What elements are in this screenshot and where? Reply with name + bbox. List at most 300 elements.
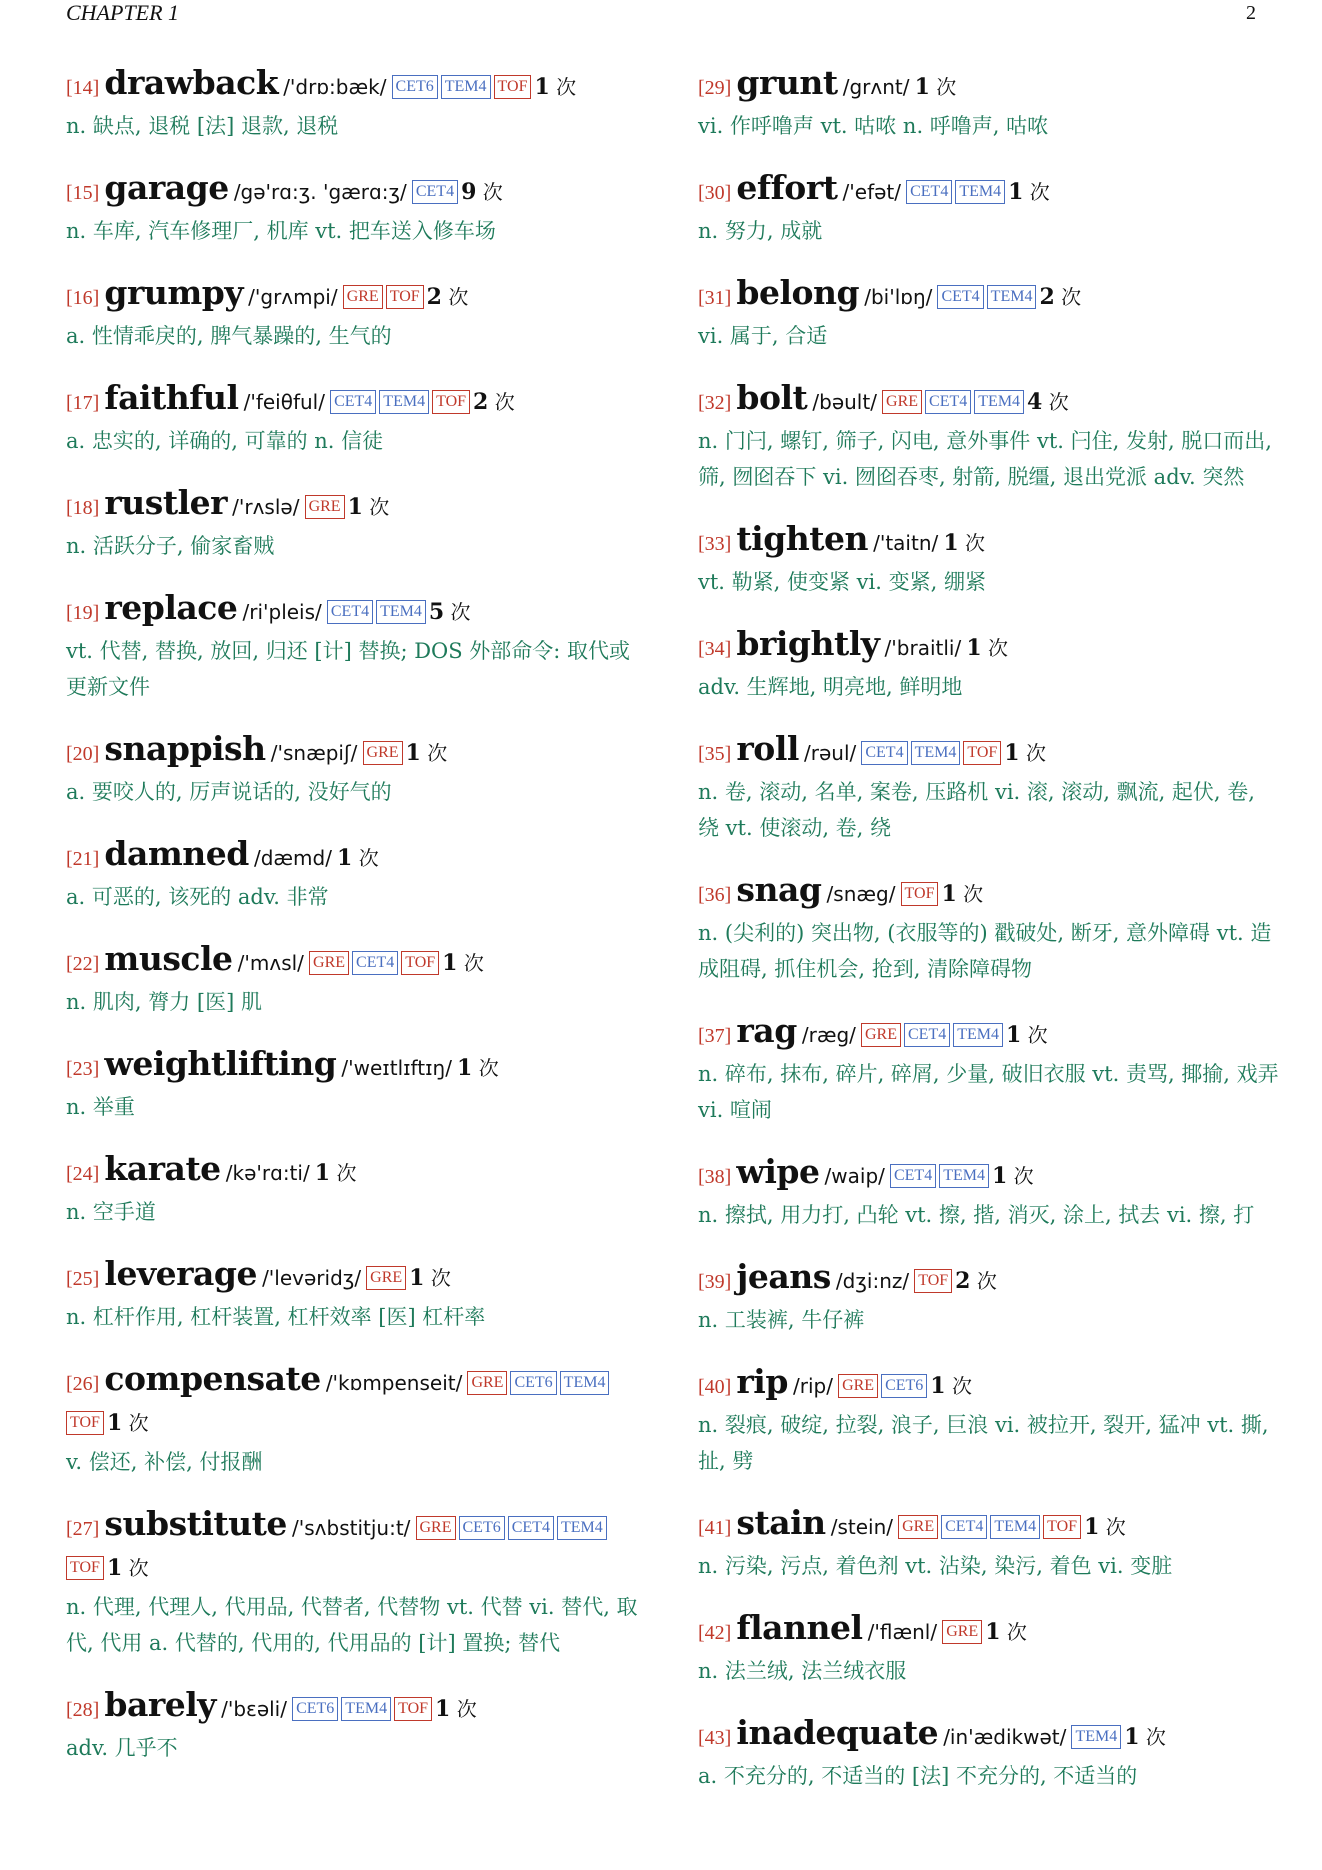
exam-tag-tem4: TEM4 xyxy=(560,1371,610,1395)
exam-tag-cet4: CET4 xyxy=(941,1515,987,1539)
frequency xyxy=(992,1164,1034,1188)
exam-tag-tof: TOF xyxy=(914,1269,952,1293)
vocab-entry xyxy=(66,1045,648,1125)
phonetic: /'weɪtlɪftɪŋ/ xyxy=(341,1056,452,1080)
frequency xyxy=(1008,180,1050,204)
phonetic: /'snæpiʃ/ xyxy=(270,741,358,765)
entry-number: [24] xyxy=(66,1163,100,1185)
frequency xyxy=(457,1056,499,1080)
frequency-count: 1 xyxy=(435,1696,451,1722)
chapter-title: CHAPTER 1 xyxy=(66,0,180,25)
frequency-count: 1 xyxy=(1004,740,1020,766)
frequency xyxy=(966,636,1008,660)
frequency-count: 1 xyxy=(106,1555,123,1581)
frequency-unit: 次 xyxy=(1048,390,1069,414)
definition: n. 缺点, 退税 [法] 退款, 退税 xyxy=(66,114,339,138)
entry-number: [36] xyxy=(698,884,732,906)
exam-tag-tof: TOF xyxy=(66,1411,104,1435)
headword: rag xyxy=(736,1011,797,1050)
frequency-unit: 次 xyxy=(1006,1620,1027,1644)
entry-headline xyxy=(698,1153,1280,1197)
frequency-unit: 次 xyxy=(456,1697,477,1721)
frequency-count: 1 xyxy=(106,1410,123,1436)
headword: rip xyxy=(736,1362,788,1401)
headword: barely xyxy=(104,1685,216,1724)
frequency-count: 1 xyxy=(347,494,363,520)
frequency-count: 2 xyxy=(426,284,442,310)
frequency-count: 2 xyxy=(955,1268,971,1294)
entry-headline xyxy=(66,379,648,423)
vocab-entry xyxy=(698,274,1280,354)
headword: compensate xyxy=(104,1359,321,1398)
page-number: 2 xyxy=(1246,2,1256,24)
exam-tag-tem4: TEM4 xyxy=(376,600,426,624)
phonetic: /'sʌbstitju:t/ xyxy=(292,1516,411,1540)
exam-tag-cet4: CET4 xyxy=(412,180,458,204)
entry-number: [33] xyxy=(698,533,732,555)
headword: substitute xyxy=(104,1504,287,1543)
entry-headline xyxy=(66,1150,648,1194)
entry-headline xyxy=(66,940,648,984)
definition: vt. 勒紧, 使变紧 vi. 变紧, 绷紧 xyxy=(698,570,986,594)
vocab-entry xyxy=(66,1686,648,1766)
definition: n. 擦拭, 用力打, 凸轮 vt. 擦, 揩, 消灭, 涂上, 拭去 vi. 擦, 打 xyxy=(698,1203,1255,1227)
phonetic: /rəul/ xyxy=(804,741,857,765)
exam-tag-tem4: TEM4 xyxy=(987,285,1037,309)
frequency-count: 1 xyxy=(943,530,959,556)
frequency-count: 1 xyxy=(405,740,421,766)
exam-tag-cet4: CET4 xyxy=(508,1516,554,1540)
frequency xyxy=(930,1374,972,1398)
entry-headline xyxy=(66,484,648,528)
exam-tag-gre: GRE xyxy=(861,1023,901,1047)
phonetic: /'levəridʒ/ xyxy=(262,1266,362,1290)
entry-headline xyxy=(66,1255,648,1299)
headword: drawback xyxy=(104,63,279,102)
frequency-unit: 次 xyxy=(369,495,390,519)
phonetic: /dʒi:nz/ xyxy=(835,1269,910,1293)
entry-headline xyxy=(66,835,648,879)
frequency-unit: 次 xyxy=(463,951,484,975)
right-column xyxy=(698,64,1280,1819)
exam-tag-cet4: CET4 xyxy=(925,390,971,414)
frequency-unit: 次 xyxy=(987,636,1008,660)
exam-tag-cet6: CET6 xyxy=(881,1374,927,1398)
frequency-count: 1 xyxy=(1124,1724,1140,1750)
exam-tag-gre: GRE xyxy=(343,285,383,309)
exam-tag-gre: GRE xyxy=(882,390,922,414)
entry-number: [16] xyxy=(66,287,100,309)
frequency xyxy=(442,951,484,975)
exam-tag-cet4: CET4 xyxy=(330,390,376,414)
definition: a. 要咬人的, 厉声说话的, 没好气的 xyxy=(66,780,392,804)
exam-tag-gre: GRE xyxy=(363,741,403,765)
headword: effort xyxy=(736,168,838,207)
exam-tag-tem4: TEM4 xyxy=(341,1697,391,1721)
frequency xyxy=(435,1697,477,1721)
entry-number: [28] xyxy=(66,1699,100,1721)
definition: adv. 生辉地, 明亮地, 鲜明地 xyxy=(698,675,963,699)
vocab-entry xyxy=(66,64,648,144)
frequency-unit: 次 xyxy=(1027,1023,1048,1047)
headword: wipe xyxy=(736,1152,820,1191)
exam-tag-cet4: CET4 xyxy=(904,1023,950,1047)
frequency xyxy=(107,1411,149,1435)
exam-tag-tof: TOF xyxy=(494,75,532,99)
exam-tag-gre: GRE xyxy=(898,1515,938,1539)
phonetic: /bəult/ xyxy=(812,390,877,414)
frequency-count: 1 xyxy=(442,950,458,976)
phonetic: /'bɛəli/ xyxy=(221,1697,287,1721)
definition: n. 活跃分子, 偷家畜贼 xyxy=(66,534,275,558)
exam-tag-gre: GRE xyxy=(366,1266,406,1290)
entry-number: [20] xyxy=(66,743,100,765)
frequency xyxy=(461,180,503,204)
frequency-count: 1 xyxy=(966,635,982,661)
headword: snappish xyxy=(104,729,266,768)
entry-headline xyxy=(698,1363,1280,1407)
headword: belong xyxy=(736,273,860,312)
entry-headline xyxy=(698,169,1280,213)
entry-number: [19] xyxy=(66,602,100,624)
exam-tag-cet6: CET6 xyxy=(292,1697,338,1721)
frequency-unit: 次 xyxy=(1145,1725,1166,1749)
exam-tag-tof: TOF xyxy=(1043,1515,1081,1539)
entry-headline xyxy=(698,871,1280,915)
headword: jeans xyxy=(736,1257,831,1296)
headword: damned xyxy=(104,834,249,873)
frequency xyxy=(915,75,957,99)
frequency-count: 1 xyxy=(409,1265,425,1291)
vocab-entry xyxy=(698,1504,1280,1584)
entry-number: [42] xyxy=(698,1622,732,1644)
definition: a. 不充分的, 不适当的 [法] 不充分的, 不适当的 xyxy=(698,1764,1138,1788)
exam-tag-tof: TOF xyxy=(66,1556,104,1580)
exam-tag-gre: GRE xyxy=(467,1371,507,1395)
definition: a. 可恶的, 该死的 adv. 非常 xyxy=(66,885,329,909)
frequency-count: 1 xyxy=(930,1373,946,1399)
entry-number: [14] xyxy=(66,77,100,99)
vocab-entry xyxy=(66,589,648,705)
frequency xyxy=(955,1269,997,1293)
frequency-count: 1 xyxy=(991,1163,1008,1189)
phonetic: /'rʌslə/ xyxy=(232,495,300,519)
frequency-unit: 次 xyxy=(430,1266,451,1290)
entry-headline xyxy=(66,274,648,318)
exam-tag-tem4: TEM4 xyxy=(557,1516,607,1540)
frequency-unit: 次 xyxy=(450,600,471,624)
phonetic: /bi'lɒŋ/ xyxy=(864,285,933,309)
frequency xyxy=(337,846,379,870)
entry-headline xyxy=(698,520,1280,564)
exam-tag-tem4: TEM4 xyxy=(953,1023,1003,1047)
phonetic: /stein/ xyxy=(830,1515,894,1539)
vocab-entry xyxy=(66,730,648,810)
phonetic: /dæmd/ xyxy=(253,846,332,870)
entry-headline xyxy=(698,1714,1280,1758)
entry-headline xyxy=(698,1504,1280,1548)
frequency-count: 1 xyxy=(337,845,353,871)
phonetic: /'taitn/ xyxy=(873,531,939,555)
definition: n. 杠杆作用, 杠杆装置, 杠杆效率 [医] 杠杆率 xyxy=(66,1305,486,1329)
headword: flannel xyxy=(736,1608,863,1647)
entry-headline xyxy=(66,1045,648,1089)
definition: adv. 几乎不 xyxy=(66,1736,178,1760)
entry-headline xyxy=(66,1686,648,1730)
frequency xyxy=(427,285,469,309)
frequency-count: 5 xyxy=(428,599,445,625)
entry-number: [32] xyxy=(698,392,732,414)
vocab-entry xyxy=(66,169,648,249)
headword: leverage xyxy=(104,1254,257,1293)
definition: a. 性情乖戾的, 脾气暴躁的, 生气的 xyxy=(66,324,392,348)
vocab-entry xyxy=(698,1258,1280,1338)
vocab-entry xyxy=(66,835,648,915)
exam-tag-tem4: TEM4 xyxy=(974,390,1024,414)
frequency-count: 9 xyxy=(461,179,477,205)
definition: n. 碎布, 抹布, 碎片, 碎屑, 少量, 破旧衣服 vt. 责骂, 揶揄, 戏弄 vi. 喧闹 xyxy=(698,1062,1279,1122)
exam-tag-cet4: CET4 xyxy=(890,1164,936,1188)
headword: replace xyxy=(104,588,238,627)
definition: n. (尖利的) 突出物, (衣服等的) 戳破处, 断牙, 意外障碍 vt. 造成阻碍, 抓住机会, 抢到, 清除障碍物 xyxy=(698,921,1272,981)
entry-number: [21] xyxy=(66,848,100,870)
headword: grumpy xyxy=(104,273,244,312)
entry-number: [35] xyxy=(698,743,732,765)
headword: snag xyxy=(736,870,822,909)
frequency xyxy=(429,600,471,624)
exam-tag-tem4: TEM4 xyxy=(441,75,491,99)
phonetic: /grʌnt/ xyxy=(842,75,910,99)
vocab-entry xyxy=(66,1360,648,1480)
vocab-entry xyxy=(698,1012,1280,1128)
entry-number: [25] xyxy=(66,1268,100,1290)
vocab-entry xyxy=(698,64,1280,144)
entry-headline xyxy=(66,589,648,633)
phonetic: /in'ædikwət/ xyxy=(943,1725,1067,1749)
frequency-unit: 次 xyxy=(482,180,503,204)
definition: n. 代理, 代理人, 代用品, 代替者, 代替物 vt. 代替 vi. 替代, 取代, 代用 a. 代替的, 代用的, 代用品的 [计] 置换; 替代 xyxy=(66,1595,638,1655)
exam-tag-tof: TOF xyxy=(394,1697,432,1721)
headword: roll xyxy=(736,729,799,768)
exam-tag-tof: TOF xyxy=(386,285,424,309)
entry-number: [31] xyxy=(698,287,732,309)
definition: n. 门闩, 螺钉, 筛子, 闪电, 意外事件 vt. 闩住, 发射, 脱口而出, 筛, 囫囵吞下 vi. 囫囵吞枣, 射箭, 脱缰, 退出党派 adv. 突然 xyxy=(698,429,1272,489)
exam-tag-tem4: TEM4 xyxy=(990,1515,1040,1539)
exam-tag-gre: GRE xyxy=(309,951,349,975)
entry-number: [26] xyxy=(66,1373,100,1395)
frequency xyxy=(473,390,515,414)
frequency-unit: 次 xyxy=(128,1411,149,1435)
frequency-count: 1 xyxy=(1006,1022,1022,1048)
phonetic: /ræg/ xyxy=(801,1023,856,1047)
exam-tag-tem4: TEM4 xyxy=(939,1164,989,1188)
vocab-entry xyxy=(698,520,1280,600)
frequency-unit: 次 xyxy=(1029,180,1050,204)
definition: n. 法兰绒, 法兰绒衣服 xyxy=(698,1659,907,1683)
vocab-entry xyxy=(66,484,648,564)
phonetic: /snæg/ xyxy=(826,882,896,906)
exam-tag-tem4: TEM4 xyxy=(1071,1725,1121,1749)
exam-tag-tof: TOF xyxy=(901,882,939,906)
exam-tag-cet6: CET6 xyxy=(510,1371,556,1395)
definition: vi. 作呼噜声 vt. 咕哝 n. 呼噜声, 咕哝 xyxy=(698,114,1049,138)
entry-headline xyxy=(66,1360,648,1444)
definition: n. 污染, 污点, 着色剂 vt. 沾染, 染污, 着色 vi. 变脏 xyxy=(698,1554,1173,1578)
entry-number: [34] xyxy=(698,638,732,660)
definition: a. 忠实的, 详确的, 可靠的 n. 信徒 xyxy=(66,429,384,453)
headword: muscle xyxy=(104,939,233,978)
vocab-entry xyxy=(66,1505,648,1661)
frequency xyxy=(941,882,983,906)
frequency-unit: 次 xyxy=(951,1374,972,1398)
exam-tag-tof: TOF xyxy=(963,741,1001,765)
frequency-unit: 次 xyxy=(336,1161,357,1185)
entry-headline xyxy=(698,1258,1280,1302)
frequency xyxy=(315,1161,357,1185)
entry-number: [17] xyxy=(66,392,100,414)
entry-headline xyxy=(698,274,1280,318)
frequency xyxy=(1084,1515,1126,1539)
vocab-entry xyxy=(66,274,648,354)
frequency-count: 1 xyxy=(314,1160,331,1186)
exam-tag-cet4: CET4 xyxy=(352,951,398,975)
phonetic: /waip/ xyxy=(824,1164,885,1188)
frequency xyxy=(348,495,390,519)
frequency xyxy=(943,531,985,555)
frequency-unit: 次 xyxy=(1025,741,1046,765)
entry-number: [39] xyxy=(698,1271,732,1293)
frequency-unit: 次 xyxy=(478,1056,499,1080)
vocab-entry xyxy=(698,730,1280,846)
exam-tag-cet4: CET4 xyxy=(906,180,952,204)
definition: n. 空手道 xyxy=(66,1200,156,1224)
entry-number: [22] xyxy=(66,953,100,975)
entry-headline xyxy=(698,1012,1280,1056)
frequency xyxy=(1039,285,1081,309)
definition: n. 努力, 成就 xyxy=(698,219,823,243)
definition: n. 裂痕, 破绽, 拉裂, 浪子, 巨浪 vi. 被拉开, 裂开, 猛冲 vt. 撕, 扯, 劈 xyxy=(698,1413,1269,1473)
phonetic: /'drɒ:bæk/ xyxy=(283,75,387,99)
headword: garage xyxy=(104,168,229,207)
phonetic: /kə'rɑ:ti/ xyxy=(225,1161,310,1185)
exam-tag-cet6: CET6 xyxy=(392,75,438,99)
exam-tag-tem4: TEM4 xyxy=(955,180,1005,204)
vocab-entry xyxy=(698,871,1280,987)
phonetic: /'grʌmpi/ xyxy=(248,285,338,309)
entry-number: [27] xyxy=(66,1518,100,1540)
frequency-count: 1 xyxy=(941,881,957,907)
exam-tag-gre: GRE xyxy=(305,495,345,519)
entry-headline xyxy=(66,169,648,213)
entry-number: [43] xyxy=(698,1727,732,1749)
frequency-count: 4 xyxy=(1027,389,1043,415)
frequency-unit: 次 xyxy=(128,1556,149,1580)
vocab-entry xyxy=(698,625,1280,705)
headword: weightlifting xyxy=(104,1044,337,1083)
phonetic: /'braitli/ xyxy=(884,636,962,660)
headword: karate xyxy=(104,1149,221,1188)
exam-tag-gre: GRE xyxy=(942,1620,982,1644)
entry-number: [40] xyxy=(698,1376,732,1398)
entry-number: [29] xyxy=(698,77,732,99)
frequency xyxy=(409,1266,451,1290)
page-header xyxy=(66,0,1256,30)
definition: vi. 属于, 合适 xyxy=(698,324,828,348)
frequency-unit: 次 xyxy=(556,75,577,99)
frequency xyxy=(1027,390,1069,414)
vocab-entry xyxy=(66,1150,648,1230)
definition: vt. 代替, 替换, 放回, 归还 [计] 替换; DOS 外部命令: 取代或更新文件 xyxy=(66,639,631,699)
exam-tag-tem4: TEM4 xyxy=(379,390,429,414)
frequency-unit: 次 xyxy=(1105,1515,1126,1539)
entry-headline xyxy=(698,379,1280,423)
definition: n. 工装裤, 牛仔裤 xyxy=(698,1308,865,1332)
entry-headline xyxy=(698,64,1280,108)
definition: v. 偿还, 补偿, 付报酬 xyxy=(66,1450,263,1474)
left-column xyxy=(66,64,648,1791)
entry-headline xyxy=(66,64,648,108)
exam-tag-tof: TOF xyxy=(401,951,439,975)
definition: n. 卷, 滚动, 名单, 案卷, 压路机 vi. 滚, 滚动, 飘流, 起伏, 卷, 绕 vt. 使滚动, 卷, 绕 xyxy=(698,780,1255,840)
vocab-entry xyxy=(698,1714,1280,1794)
vocab-entry xyxy=(698,1609,1280,1689)
frequency-unit: 次 xyxy=(976,1269,997,1293)
vocab-entry xyxy=(66,379,648,459)
frequency-unit: 次 xyxy=(494,390,515,414)
phonetic: /ri'pleis/ xyxy=(242,600,322,624)
frequency xyxy=(406,741,448,765)
headword: bolt xyxy=(736,378,808,417)
frequency-unit: 次 xyxy=(965,531,986,555)
entry-headline xyxy=(698,730,1280,774)
phonetic: /'flænl/ xyxy=(867,1620,938,1644)
frequency-count: 1 xyxy=(534,74,550,100)
frequency xyxy=(534,75,576,99)
entry-number: [37] xyxy=(698,1025,732,1047)
frequency-count: 1 xyxy=(457,1055,473,1081)
exam-tag-cet4: CET4 xyxy=(861,741,907,765)
phonetic: /rip/ xyxy=(793,1374,833,1398)
phonetic: /'kɒmpenseit/ xyxy=(325,1371,463,1395)
vocab-entry xyxy=(698,169,1280,249)
exam-tag-tof: TOF xyxy=(432,390,470,414)
headword: tighten xyxy=(736,519,868,558)
phonetic: /'efət/ xyxy=(842,180,902,204)
entry-number: [30] xyxy=(698,182,732,204)
exam-tag-cet4: CET4 xyxy=(937,285,983,309)
frequency-unit: 次 xyxy=(427,741,448,765)
entry-headline xyxy=(66,730,648,774)
vocab-entry xyxy=(66,940,648,1020)
entry-number: [41] xyxy=(698,1517,732,1539)
frequency-unit: 次 xyxy=(936,75,957,99)
entry-headline xyxy=(66,1505,648,1589)
entry-number: [18] xyxy=(66,497,100,519)
entry-number: [38] xyxy=(698,1166,732,1188)
definition: n. 肌肉, 膂力 [医] 肌 xyxy=(66,990,262,1014)
entry-headline xyxy=(698,1609,1280,1653)
frequency-unit: 次 xyxy=(358,846,379,870)
frequency-count: 2 xyxy=(473,389,489,415)
exam-tag-cet6: CET6 xyxy=(459,1516,505,1540)
frequency-unit: 次 xyxy=(1013,1164,1034,1188)
vocab-entry xyxy=(66,1255,648,1335)
frequency-unit: 次 xyxy=(448,285,469,309)
headword: brightly xyxy=(736,624,880,663)
exam-tag-gre: GRE xyxy=(838,1374,878,1398)
frequency-count: 1 xyxy=(1008,179,1024,205)
exam-tag-cet4: CET4 xyxy=(327,600,373,624)
